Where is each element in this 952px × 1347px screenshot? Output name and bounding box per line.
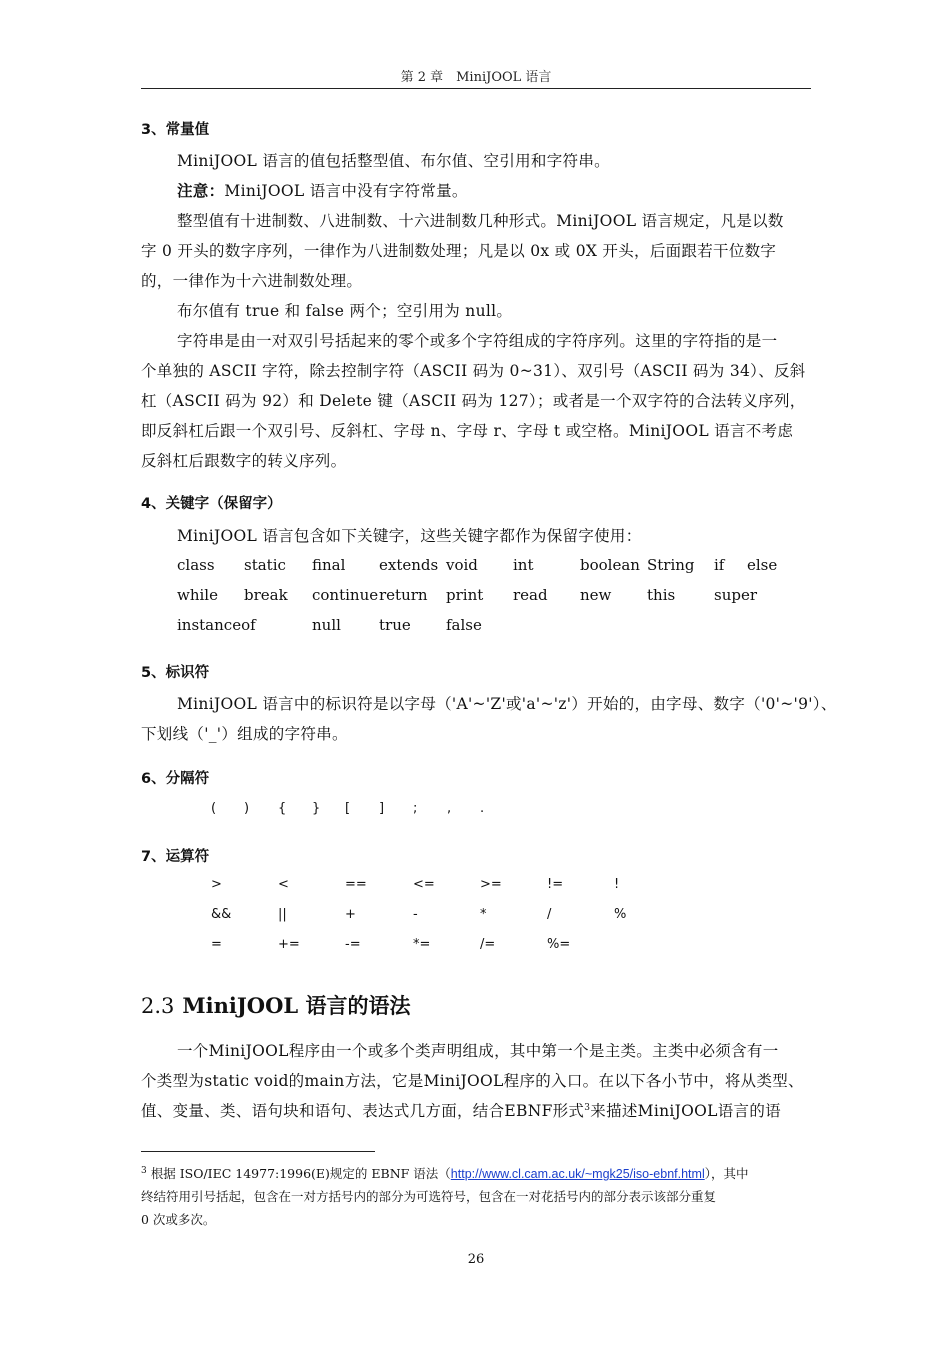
sec5-line-2: 下划线（'_'）组成的字符串。 [141,725,348,743]
keyword: this [647,586,676,604]
sec23-line-2: 个类型为static void的main方法，它是MiniJOOL程序的入口。在以下各小节中，将从类型、 [141,1072,804,1090]
operator-symbol: *= [413,937,431,952]
sec3-p4-line-2: 个单独的 ASCII 字符，除去控制字符（ASCII 码为 0~31）、双引号（ASCII 码为 34）、反斜 [141,362,806,380]
section-5-heading: 5、标识符 [141,665,210,681]
keyword: class [177,556,215,574]
header-rule [141,88,811,89]
footnote-mark: 3 [141,1165,147,1176]
keyword: static [244,556,286,574]
operator-symbol: / [547,907,552,922]
sec3-p2-line-3: 的，一律作为十六进制数处理。 [141,272,363,290]
operator-symbol: < [278,877,289,892]
separator-symbol: , [447,801,452,816]
footnote-rule [141,1151,375,1152]
section-3-heading: 3、常量值 [141,122,210,138]
operator-symbol: <= [413,877,435,892]
operator-symbol: += [278,937,300,952]
separator-symbol: ( [211,801,217,816]
separator-symbol: } [312,801,321,816]
page-number: 26 [467,1252,485,1267]
keyword: break [244,586,288,604]
operator-symbol: && [211,907,232,922]
footnote-text-1b: ），其中 [704,1166,749,1181]
operator-symbol: >= [480,877,502,892]
note-text: MiniJOOL 语言中没有字符常量。 [224,182,468,200]
operator-symbol: || [278,907,287,922]
operator-symbol: + [345,907,356,922]
section-number: 2.3 [141,994,175,1018]
sec23-line-3 [141,1099,781,1121]
keyword: continue [312,586,379,604]
keyword: if [714,556,725,574]
keyword: int [513,556,534,574]
operator-symbol: %= [547,937,571,952]
footnote-line-1 [141,1164,748,1182]
operator-symbol: == [345,877,367,892]
operator-symbol: /= [480,937,496,952]
sec23-line-3b: 来描述MiniJOOL语言的语 [590,1102,781,1120]
operator-symbol: - [413,907,418,922]
keyword: String [647,556,695,574]
sec5-line-1: MiniJOOL 语言中的标识符是以字母（'A'~'Z'或'a'~'z'）开始的，由字母、数字（'0'~'9'）、 [177,695,837,713]
footnote-line-2: 终结符用引号括起，包含在一对方括号内的部分为可选符号，包含在一对花括号内的部分表示该部分重复 [141,1189,717,1204]
separator-symbol: ] [379,801,385,816]
operator-symbol: = [211,937,222,952]
keyword: new [580,586,612,604]
keyword: super [714,586,758,604]
operator-symbol: * [480,907,487,922]
section-7-heading: 7、运算符 [141,849,210,865]
note-label: 注意： [177,181,225,200]
keyword: return [379,586,428,604]
sec3-p2-line-2: 字 0 开头的数字序列，一律作为八进制数处理；凡是以 0x 或 0X 开头，后面跟若干位数字 [141,242,777,260]
separator-symbol: . [480,801,485,816]
footnote-link[interactable]: http://www.cl.cam.ac.uk/~mgk25/iso-ebnf.html [450,1167,705,1181]
running-header: 第 2 章 MiniJOOL 语言 [400,70,552,85]
operator-symbol: % [614,907,627,922]
section-title: MiniJOOL 语言的语法 [182,993,411,1018]
keyword: true [379,616,411,634]
operator-symbol: ! [614,877,620,892]
sec3-p4-line-4: 即反斜杠后跟一个双引号、反斜杠、字母 n、字母 r、字母 t 或空格。MiniJOOL 语言不考虑 [141,422,794,440]
separator-symbol: ) [244,801,250,816]
separator-symbol: [ [345,801,351,816]
operator-symbol: -= [345,937,361,952]
sec3-line-1: MiniJOOL 语言的值包括整型值、布尔值、空引用和字符串。 [177,152,610,170]
keyword: instanceof [177,616,256,634]
keyword: while [177,586,218,604]
sec3-p4-line-3: 杠（ASCII 码为 92）和 Delete 键（ASCII 码为 127）；或者是一个双字符的合法转义序列， [141,392,806,410]
keyword: false [446,616,482,634]
sec23-line-3a: 值、变量、类、语句块和语句、表达式几方面，结合EBNF形式 [141,1102,585,1120]
separator-symbol: { [278,801,287,816]
operator-symbol: > [211,877,222,892]
keyword: final [312,556,346,574]
keyword: read [513,586,548,604]
sec3-note [177,179,468,201]
section-6-heading: 6、分隔符 [141,771,210,787]
sec3-p2-line-1: 整型值有十进制数、八进制数、十六进制数几种形式。MiniJOOL 语言规定，凡是以数 [177,212,784,230]
sec4-intro: MiniJOOL 语言包含如下关键字，这些关键字都作为保留字使用： [177,527,642,545]
keyword: extends [379,556,439,574]
keyword: else [747,556,778,574]
keyword: print [446,586,484,604]
sec3-p4-line-1: 字符串是由一对双引号括起来的零个或多个字符组成的字符序列。这里的字符指的是一 [177,332,778,350]
separator-symbol: ; [413,801,418,816]
footnote-line-3: 0 次或多次。 [141,1212,216,1227]
keyword: null [312,616,341,634]
keyword: boolean [580,556,640,574]
operator-symbol: != [547,877,564,892]
sec3-p4-line-5: 反斜杠后跟数字的转义序列。 [141,452,347,470]
section-2-3-heading [141,990,410,1020]
footnote-ref[interactable]: 3 [584,1102,591,1113]
section-4-heading: 4、关键字（保留字） [141,496,282,512]
keyword: void [446,556,478,574]
sec3-p3: 布尔值有 true 和 false 两个；空引用为 null。 [177,302,513,320]
footnote-text-1a: 根据 ISO/IEC 14977:1996(E)规定的 EBNF 语法（ [150,1166,451,1181]
sec23-line-1: 一个MiniJOOL程序由一个或多个类声明组成，其中第一个是主类。主类中必须含有一 [177,1042,779,1060]
